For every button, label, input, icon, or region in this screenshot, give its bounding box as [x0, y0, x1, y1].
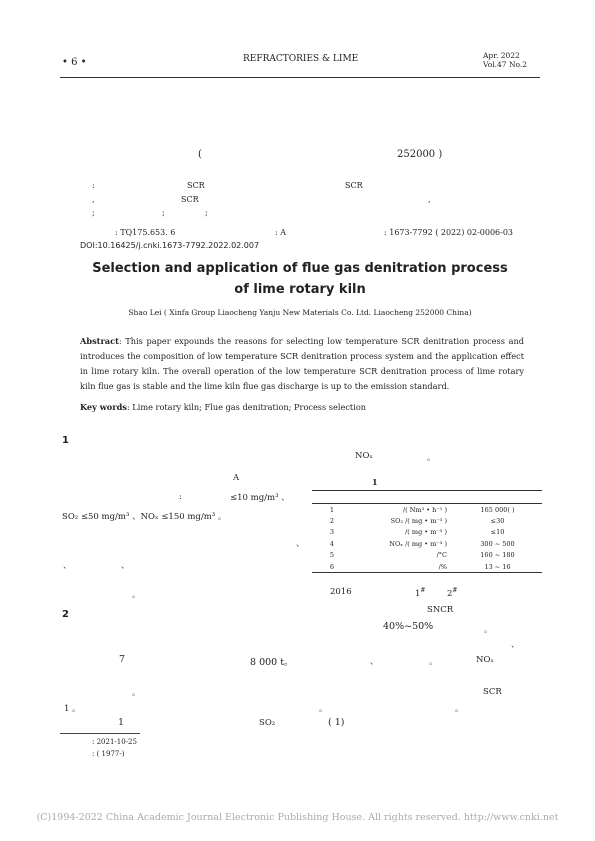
- table-1: [312, 490, 542, 573]
- cn-keywords-sep-1: ;: [92, 208, 95, 217]
- table-row: 4 NOₓ /( mg • m⁻³ ) 300 ~ 500: [329, 539, 515, 548]
- table-row: 3 /( mg • m⁻³ ) ≤10: [329, 528, 505, 537]
- clc-number: : TQ175.653. 6: [115, 228, 176, 237]
- section-1-colon: :: [179, 492, 182, 502]
- right-sncr: SNCR: [427, 605, 454, 615]
- cn-abstract-scr-1: SCR: [187, 181, 205, 190]
- right-period-1: 。: [484, 625, 493, 635]
- section-1-limit-2: SO₂ ≤50 mg/m³ 、NOₓ ≤150 mg/m³ 。: [62, 512, 227, 522]
- header-rule: [60, 77, 540, 78]
- section-1-comma-1: 、: [296, 539, 305, 549]
- section-2-capacity: 8 000 t。: [250, 657, 294, 668]
- document-code: : A: [275, 228, 287, 237]
- english-keywords: [80, 402, 366, 412]
- table-header-row: [312, 491, 542, 504]
- right-comma-1: 、: [511, 640, 520, 650]
- issue-date: Apr. 2022: [483, 51, 520, 60]
- right-nox: NOₓ: [355, 451, 374, 461]
- doi: DOI:10.16425/j.cnki.1673-7792.2022.02.007: [80, 241, 260, 250]
- copyright-watermark: (C)1994-2022 China Academic Journal Electronic Publishing House. All rights reserved. http://www.cnki.net: [36, 812, 559, 823]
- journal-name: REFRACTORIES & LIME: [243, 54, 359, 64]
- right-kiln-1: 1#: [415, 587, 426, 599]
- table-row: 5 /°C 160 ~ 180: [329, 551, 515, 560]
- section-1-limit-1: ≤10 mg/m³ 、: [230, 493, 290, 503]
- right-nox-2: NOₓ: [476, 655, 495, 665]
- footnote-rule: [60, 733, 140, 734]
- table-row: 6 /% 13 ~ 16: [312, 561, 542, 573]
- abstract-label: Abstract: [80, 336, 119, 346]
- section-1-period: 。: [132, 590, 141, 600]
- right-comma-2: 、: [370, 657, 379, 667]
- section-2-count: 7: [119, 654, 126, 665]
- section-1-grade: A: [233, 473, 240, 483]
- section-2-one: 1: [118, 717, 125, 728]
- cn-abstract-comma-2: ,: [428, 195, 431, 204]
- table-1-caption: 1: [372, 477, 378, 487]
- issn-number: : 1673-7792 ( 2022) 02-0006-03: [384, 228, 514, 237]
- section-2-period: 。: [132, 688, 141, 698]
- page-number: • 6 •: [62, 57, 87, 68]
- section-1-heading: 1: [62, 435, 69, 446]
- right-scr: SCR: [483, 687, 502, 697]
- right-period-3: 。: [319, 704, 328, 714]
- right-period: 。: [427, 453, 436, 463]
- affiliation-postcode: 252000 ): [397, 149, 443, 160]
- right-kiln-2: 2#: [447, 587, 458, 599]
- cn-abstract-comma: ,: [92, 195, 95, 204]
- cn-keywords-sep-3: ;: [205, 208, 208, 217]
- section-1-comma-3: 、: [121, 561, 130, 571]
- english-authors: Shao Lei ( Xinfa Group Liaocheng Yanju New Materials Co. Ltd. Liaocheng 252000 China): [128, 308, 472, 317]
- received-date: : 2021-10-25: [92, 738, 137, 746]
- cn-keywords-sep-2: ;: [162, 208, 165, 217]
- right-efficiency: 40%~50%: [383, 621, 434, 632]
- table-row: 2 SO₂ /( mg • m⁻³ ) ≤30: [329, 517, 505, 526]
- section-2-figure-ref: 1 。: [64, 704, 81, 714]
- english-title: [80, 258, 520, 300]
- cn-abstract-scr-2: SCR: [345, 181, 363, 190]
- english-abstract: [80, 334, 524, 394]
- right-period-4: 。: [455, 704, 464, 714]
- right-period-2: 。: [429, 657, 438, 667]
- cn-abstract-scr-3: SCR: [181, 195, 199, 204]
- abstract-text: : This paper expounds the reasons for selecting low temperature SCR denitration process and introduces the composition of low temperature SCR denitration process system and the application effect in lime rotary kiln. The overall operation of the low temperature SCR denitration process of lime rotary kiln flue gas is stable and the lime kiln flue gas discharge is up to the emission standard.: [80, 336, 524, 391]
- section-2-heading: 2: [62, 609, 69, 620]
- keywords-label: Key words: [80, 402, 127, 412]
- equation-number: ( 1): [328, 717, 345, 728]
- cn-abstract-colon: :: [92, 181, 95, 190]
- english-title-line-2: of lime rotary kiln: [234, 282, 366, 297]
- section-1-comma-2: 、: [63, 561, 72, 571]
- table-row: 1 /( Nm³ • h⁻¹ ) 165 000( ): [329, 505, 515, 514]
- section-2-so2: SO₂: [259, 718, 276, 728]
- right-year: 2016: [330, 587, 352, 597]
- affiliation-open: (: [198, 149, 202, 160]
- english-title-line-1: Selection and application of flue gas denitration process: [92, 261, 508, 276]
- issue-volume: Vol.47 No.2: [483, 60, 528, 69]
- keywords-text: : Lime rotary kiln; Flue gas denitration; Process selection: [126, 402, 367, 412]
- author-bio: : ( 1977-): [92, 750, 125, 758]
